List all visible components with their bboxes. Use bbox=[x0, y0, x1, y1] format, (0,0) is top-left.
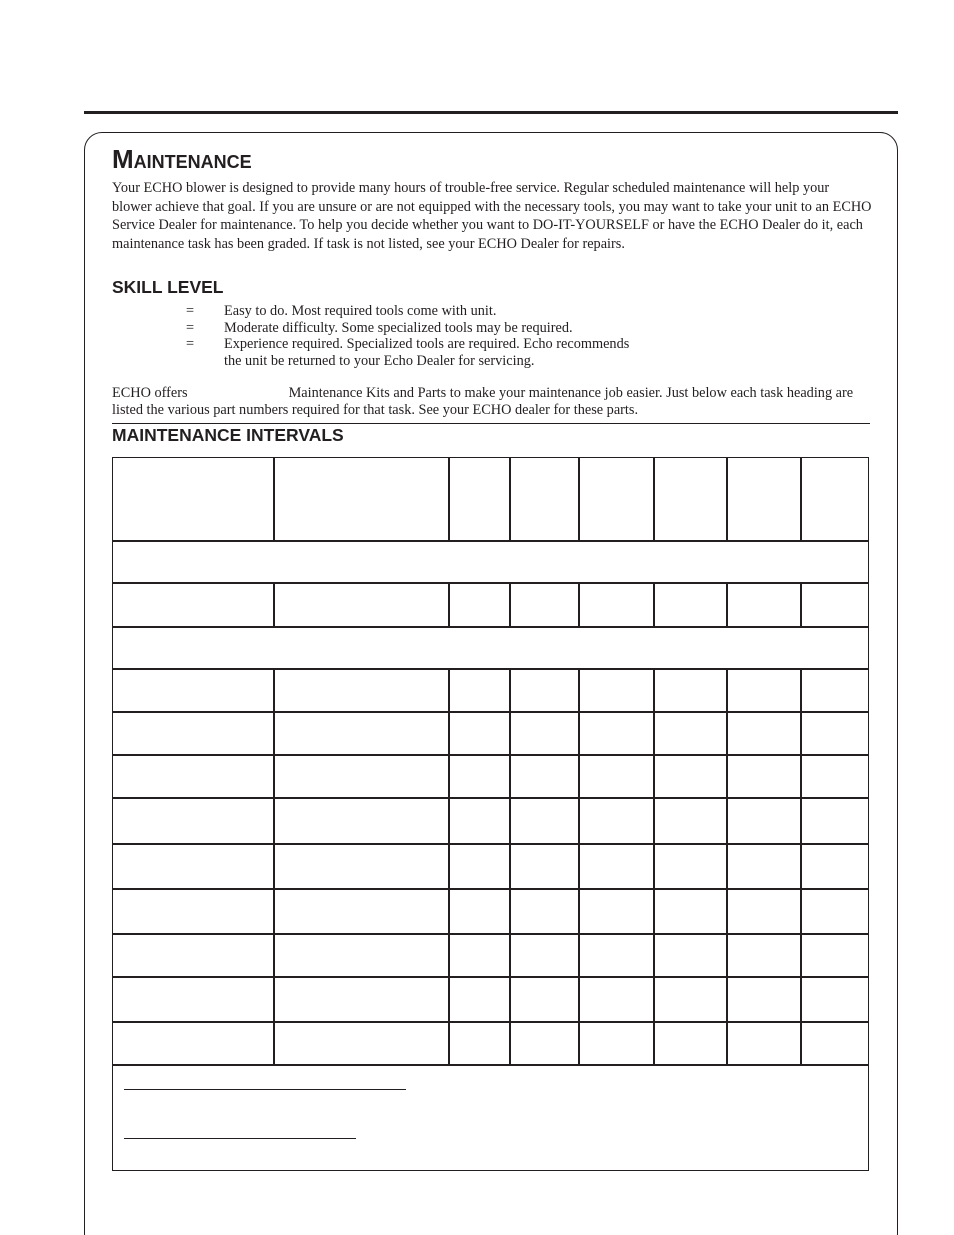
maintenance-intervals-heading: MAINTENANCE INTERVALS bbox=[112, 425, 344, 445]
title-rest: AINTENANCE bbox=[133, 152, 252, 172]
table-column-line bbox=[273, 582, 275, 626]
page-title bbox=[112, 144, 252, 175]
maintenance-intervals-table bbox=[112, 457, 869, 1171]
table-row-line bbox=[113, 888, 868, 890]
offer-paragraph bbox=[112, 385, 872, 418]
top-rule bbox=[84, 111, 898, 114]
table-column-line bbox=[509, 668, 511, 1064]
table-column-line bbox=[578, 582, 580, 626]
table-row-line bbox=[113, 976, 868, 978]
table-column-line bbox=[273, 668, 275, 1064]
table-column-line bbox=[273, 458, 275, 540]
table-row-line bbox=[113, 711, 868, 713]
table-column-line bbox=[800, 668, 802, 1064]
skill-item bbox=[186, 336, 746, 353]
skill-text: Easy to do. Most required tools come with unit. bbox=[224, 303, 497, 319]
table-column-line bbox=[448, 582, 450, 626]
table-column-line bbox=[726, 458, 728, 540]
table-column-line bbox=[578, 668, 580, 1064]
footer-note-line bbox=[124, 1138, 356, 1139]
skill-item bbox=[186, 320, 746, 337]
skill-item bbox=[186, 303, 746, 320]
title-first-letter: M bbox=[112, 144, 134, 174]
table-row-line bbox=[113, 1021, 868, 1023]
table-row-line bbox=[113, 1064, 868, 1066]
table-row-line bbox=[113, 540, 868, 542]
skill-text: Moderate difficulty. Some specialized tools may be required. bbox=[224, 319, 573, 336]
table-column-line bbox=[653, 582, 655, 626]
table-column-line bbox=[653, 668, 655, 1064]
table-column-line bbox=[509, 582, 511, 626]
skill-equals: = bbox=[186, 336, 195, 352]
skill-text: Experience required. Specialized tools are required. Echo recommends bbox=[224, 336, 630, 352]
table-column-line bbox=[800, 458, 802, 540]
table-column-line bbox=[509, 458, 511, 540]
table-column-line bbox=[448, 458, 450, 540]
footer-note-line bbox=[124, 1089, 406, 1090]
table-column-line bbox=[726, 668, 728, 1064]
table-row-line bbox=[113, 843, 868, 845]
skill-level-heading: SKILL LEVEL bbox=[112, 277, 224, 297]
table-row-line bbox=[113, 668, 868, 670]
skill-continuation: the unit be returned to your Echo Dealer for servicing. bbox=[224, 352, 535, 369]
table-row-line bbox=[113, 797, 868, 799]
section-rule bbox=[112, 423, 870, 424]
offer-before: ECHO offers bbox=[112, 385, 188, 401]
table-column-line bbox=[800, 582, 802, 626]
offer-after: Maintenance Kits and Parts to make your maintenance job easier. Just below each task heading are listed the various part numbers required for that task. See your ECHO dealer for these parts. bbox=[112, 385, 854, 418]
skill-level-list bbox=[186, 303, 746, 369]
skill-equals: = bbox=[186, 303, 195, 319]
table-row-line bbox=[113, 582, 868, 584]
intro-paragraph: Your ECHO blower is designed to provide many hours of trouble-free service. Regular scheduled maintenance will help your blower achieve that goal. If you are unsure or are not equipped with the necessary tools, you may want to take your unit to an ECHO Service Dealer for maintenance. To help you decide whether you want to DO-IT-YOURSELF or have the ECHO Dealer do it, each maintenance task has been graded. If task is not listed, see your ECHO Dealer for repairs. bbox=[112, 180, 872, 252]
table-row-line bbox=[113, 754, 868, 756]
table-column-line bbox=[448, 668, 450, 1064]
table-row-line bbox=[113, 933, 868, 935]
table-column-line bbox=[578, 458, 580, 540]
table-row-line bbox=[113, 626, 868, 628]
table-column-line bbox=[726, 582, 728, 626]
table-column-line bbox=[653, 458, 655, 540]
skill-equals: = bbox=[186, 319, 195, 336]
